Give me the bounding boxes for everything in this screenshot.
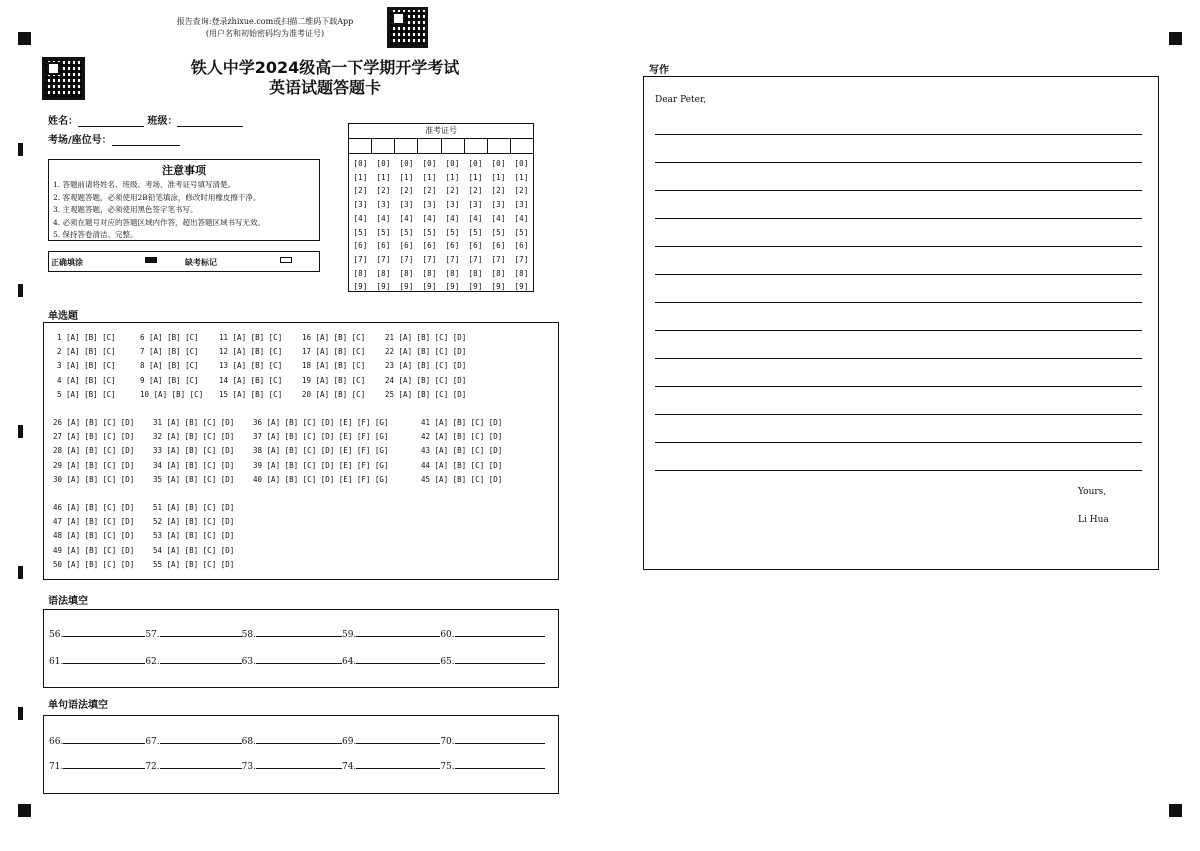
class-label: 班级： <box>147 116 178 127</box>
exam-id-digit-bubble[interactable]: [1] <box>422 172 437 182</box>
choice-question[interactable]: 16 [A] [B] [C] <box>302 333 366 342</box>
fill-blank[interactable] <box>49 627 145 640</box>
writing-line[interactable] <box>655 442 1142 443</box>
blank-number: 65. <box>440 657 455 667</box>
corner-mark-bottom-right <box>1169 804 1182 817</box>
exam-id-digit-column <box>510 157 533 294</box>
sentence-grammar-box <box>43 715 559 794</box>
exam-id-digit-bubble[interactable]: [8] <box>514 268 529 278</box>
grammar-fill-title: 语法填空 <box>48 596 88 607</box>
exam-id-digit-bubble[interactable]: [6] <box>514 241 529 251</box>
exam-id-digit-bubble[interactable]: [8] <box>445 268 460 278</box>
sentence-fill-row <box>49 759 545 772</box>
exam-id-digit-bubble[interactable]: [1] <box>514 172 529 182</box>
choice-question[interactable]: 20 [A] [B] [C] <box>302 389 366 399</box>
fill-blank[interactable] <box>342 759 440 772</box>
single-choice-title: 单选题 <box>48 311 78 322</box>
student-info-row-1 <box>48 112 243 127</box>
choice-question[interactable]: 19 [A] [B] [C] <box>302 375 366 385</box>
writing-line[interactable] <box>655 386 1142 387</box>
exam-id-digit-box[interactable] <box>418 139 441 153</box>
exam-id-digit-bubble[interactable]: [7] <box>399 254 414 264</box>
exam-id-digit-bubble[interactable]: [4] <box>353 213 368 223</box>
sentence-grammar-title: 单句语法填空 <box>48 700 108 711</box>
exam-id-digit-bubble[interactable]: [5] <box>376 227 391 237</box>
writing-line[interactable] <box>655 302 1142 303</box>
correct-fill-label: 正确填涂 <box>51 258 83 267</box>
choice-question[interactable]: 50 [A] [B] [C] [D] <box>53 559 135 569</box>
exam-id-digit-bubble[interactable]: [7] <box>514 254 529 264</box>
blank-line[interactable] <box>160 627 242 637</box>
exam-id-digit-bubble[interactable]: [3] <box>422 200 437 210</box>
choice-question[interactable]: 55 [A] [B] [C] [D] <box>153 559 235 569</box>
exam-id-digit-bubble[interactable]: [9] <box>399 282 414 292</box>
choice-question[interactable]: 14 [A] [B] [C] <box>219 375 283 385</box>
blank-line[interactable] <box>63 759 145 769</box>
exam-id-digit-bubble[interactable]: [8] <box>376 268 391 278</box>
choice-question[interactable]: 48 [A] [B] [C] [D] <box>53 531 135 541</box>
blank-number: 58. <box>241 630 256 640</box>
blank-number: 63. <box>241 657 256 667</box>
choice-question[interactable]: 41 [A] [B] [C] [D] <box>421 418 503 427</box>
blank-number: 70. <box>440 737 455 747</box>
writing-title: 写作 <box>649 65 669 76</box>
blank-number: 74. <box>341 762 357 772</box>
exam-id-digit-bubble[interactable]: [2] <box>445 186 460 196</box>
exam-id-digit-bubble[interactable]: [0] <box>422 159 437 168</box>
exam-id-digit-bubble[interactable]: [4] <box>491 213 506 223</box>
exam-id-digit-box[interactable] <box>372 139 395 153</box>
exam-id-digit-bubble[interactable]: [2] <box>514 186 529 196</box>
blank-line[interactable] <box>63 734 145 744</box>
timing-mark <box>18 566 23 579</box>
room-seat-label: 考场/座位号： <box>48 135 112 146</box>
exam-id-digit-box[interactable] <box>488 139 511 153</box>
blank-number: 75. <box>440 762 455 772</box>
choice-question[interactable]: 18 [A] [B] [C] <box>302 361 366 371</box>
blank-line[interactable] <box>256 654 342 664</box>
blank-line[interactable] <box>455 734 545 744</box>
exam-id-digit-bubble[interactable]: [7] <box>445 254 460 264</box>
report-query-text <box>150 16 380 40</box>
fill-blank[interactable] <box>49 654 145 667</box>
choice-question[interactable]: 37 [A] [B] [C] [D] [E] [F] [G] <box>253 432 389 442</box>
exam-id-digit-column <box>441 157 464 294</box>
sentence-fill-row <box>49 734 545 747</box>
exam-id-digit-bubble[interactable]: [0] <box>468 159 483 168</box>
exam-id-grid <box>348 123 534 292</box>
fill-blank[interactable] <box>440 759 544 772</box>
choice-question[interactable]: 6 [A] [B] [C] <box>140 333 199 342</box>
notes-box <box>48 159 320 241</box>
choice-question[interactable]: 42 [A] [B] [C] [D] <box>421 432 503 442</box>
exam-id-digit-bubble[interactable]: [2] <box>422 186 437 196</box>
exam-id-digit-bubble[interactable]: [5] <box>422 227 437 237</box>
writing-line[interactable] <box>655 414 1142 415</box>
choice-question[interactable]: 10 [A] [B] [C] <box>140 389 204 399</box>
choice-question[interactable]: 34 [A] [B] [C] [D] <box>153 460 235 470</box>
fill-blank[interactable] <box>242 759 342 772</box>
corner-mark-top-right <box>1169 32 1182 45</box>
exam-id-digit-bubble[interactable]: [1] <box>376 172 391 182</box>
blank-number: 72. <box>145 762 160 772</box>
exam-id-digit-bubble[interactable]: [6] <box>376 241 391 251</box>
exam-id-digit-bubble[interactable]: [0] <box>514 159 529 168</box>
choice-question[interactable]: 30 [A] [B] [C] [D] <box>53 474 135 484</box>
exam-id-digit-column <box>418 157 441 294</box>
exam-id-digit-bubble[interactable]: [7] <box>468 254 483 264</box>
exam-id-digit-bubble[interactable]: [5] <box>353 227 368 237</box>
writing-line[interactable] <box>655 358 1142 359</box>
exam-id-digit-bubble[interactable]: [0] <box>376 159 391 168</box>
report-line-2: (用户名和初始密码均为准考证号) <box>205 29 325 38</box>
exam-id-digit-bubble[interactable]: [7] <box>353 254 368 264</box>
exam-id-digit-bubble[interactable]: [4] <box>514 213 529 223</box>
exam-id-digit-bubble[interactable]: [2] <box>376 186 391 196</box>
fill-blank[interactable] <box>342 627 440 640</box>
exam-id-digit-bubble[interactable]: [6] <box>468 241 483 251</box>
exam-id-digit-bubble[interactable]: [4] <box>399 213 414 223</box>
exam-id-digit-bubble[interactable]: [7] <box>376 254 391 264</box>
exam-id-digit-bubble[interactable]: [4] <box>422 213 437 223</box>
exam-id-digit-bubble[interactable]: [9] <box>422 282 437 292</box>
exam-id-digit-bubble[interactable]: [5] <box>491 227 506 237</box>
blank-number: 69. <box>341 737 357 747</box>
choice-question[interactable]: 7 [A] [B] [C] <box>140 347 199 357</box>
choice-question[interactable]: 31 [A] [B] [C] [D] <box>153 418 235 427</box>
exam-id-digit-bubble[interactable]: [1] <box>399 172 414 182</box>
choice-question[interactable]: 23 [A] [B] [C] [D] <box>385 361 467 371</box>
app-qr-code <box>387 7 428 48</box>
note-item: 5. 保持答卷清洁、完整。 <box>53 230 138 239</box>
exam-id-digit-bubble[interactable]: [3] <box>445 200 460 210</box>
corner-mark-top-left <box>18 32 31 45</box>
blank-line[interactable] <box>356 627 440 637</box>
blank-number: 57. <box>145 630 160 640</box>
blank-line[interactable] <box>256 759 342 769</box>
exam-id-digit-bubble[interactable]: [3] <box>491 200 506 210</box>
exam-id-digit-bubble[interactable]: [1] <box>353 172 368 182</box>
exam-id-digit-bubble[interactable]: [4] <box>445 213 460 223</box>
writing-line[interactable] <box>655 162 1142 163</box>
exam-id-digit-bubble[interactable]: [0] <box>491 159 506 168</box>
blank-line[interactable] <box>160 734 242 744</box>
blank-number: 71. <box>49 762 64 772</box>
choice-question[interactable]: 45 [A] [B] [C] [D] <box>421 474 503 484</box>
blank-number: 66. <box>49 737 64 747</box>
writing-line[interactable] <box>655 330 1142 331</box>
exam-id-digit-bubble[interactable]: [8] <box>422 268 437 278</box>
choice-question[interactable]: 46 [A] [B] [C] [D] <box>53 503 135 512</box>
choice-question[interactable]: 36 [A] [B] [C] [D] [E] [F] [G] <box>253 418 389 427</box>
writing-line[interactable] <box>655 218 1142 219</box>
fill-blank[interactable] <box>440 654 544 667</box>
blank-number: 56. <box>49 630 64 640</box>
exam-id-digit-bubble[interactable]: [8] <box>468 268 483 278</box>
exam-id-digit-bubble[interactable]: [9] <box>514 282 529 292</box>
fill-blank[interactable] <box>342 654 440 667</box>
blank-line[interactable] <box>356 734 440 744</box>
choice-question[interactable]: 35 [A] [B] [C] [D] <box>153 474 235 484</box>
exam-id-digit-bubble[interactable]: [4] <box>376 213 391 223</box>
timing-mark <box>18 707 23 720</box>
choice-question[interactable]: 3 [A] [B] [C] <box>57 361 116 371</box>
exam-id-digit-bubble[interactable]: [0] <box>353 159 368 168</box>
exam-id-digit-box[interactable] <box>511 139 533 153</box>
name-field[interactable] <box>78 116 144 127</box>
choice-question[interactable]: 17 [A] [B] [C] <box>302 347 366 357</box>
single-choice-box <box>43 322 559 580</box>
exam-id-digit-bubble[interactable]: [0] <box>399 159 414 168</box>
fill-blank[interactable] <box>242 654 342 667</box>
fill-blank[interactable] <box>49 734 145 747</box>
fill-blank[interactable] <box>145 734 241 747</box>
grammar-fill-row <box>49 627 545 640</box>
choice-question[interactable]: 28 [A] [B] [C] [D] <box>53 446 135 456</box>
choice-question[interactable]: 2 [A] [B] [C] <box>57 347 116 357</box>
blank-number: 73. <box>241 762 256 772</box>
class-field[interactable] <box>177 116 243 127</box>
exam-id-digit-column <box>395 157 418 294</box>
blank-line[interactable] <box>356 654 440 664</box>
choice-question[interactable]: 5 [A] [B] [C] <box>57 389 116 399</box>
exam-id-digit-bubble[interactable]: [3] <box>399 200 414 210</box>
fill-blank[interactable] <box>440 627 544 640</box>
notes-heading: 注意事项 <box>162 164 206 177</box>
fill-blank[interactable] <box>342 734 440 747</box>
choice-question[interactable]: 27 [A] [B] [C] [D] <box>53 432 135 442</box>
choice-question[interactable]: 40 [A] [B] [C] [D] [E] [F] [G] <box>253 474 389 484</box>
timing-mark <box>18 425 23 438</box>
exam-id-digit-bubble[interactable]: [5] <box>399 227 414 237</box>
exam-id-digit-bubble[interactable]: [2] <box>399 186 414 196</box>
note-item: 2. 客观题答题，必须使用2B铅笔填涂，修改时用橡皮擦干净。 <box>53 192 261 202</box>
writing-closing: Yours, <box>1078 487 1107 497</box>
blank-line[interactable] <box>160 759 242 769</box>
blank-line[interactable] <box>256 627 342 637</box>
blank-line[interactable] <box>455 759 545 769</box>
title-line-2: 英语试题答题卡 <box>268 78 381 97</box>
choice-question[interactable]: 13 [A] [B] [C] <box>219 361 283 371</box>
exam-id-digit-bubble[interactable]: [1] <box>491 172 506 182</box>
exam-id-digit-bubble[interactable]: [3] <box>514 200 529 210</box>
choice-question[interactable]: 8 [A] [B] [C] <box>140 361 199 371</box>
blank-line[interactable] <box>63 654 145 664</box>
exam-id-digit-bubble[interactable]: [7] <box>422 254 437 264</box>
student-info-row-2 <box>48 131 180 146</box>
exam-id-digit-bubble[interactable]: [1] <box>468 172 483 182</box>
writing-line[interactable] <box>655 190 1142 191</box>
exam-id-heading: 准考证号 <box>349 124 533 139</box>
exam-id-digit-bubble[interactable]: [5] <box>514 227 529 237</box>
corner-mark-bottom-left <box>18 804 31 817</box>
choice-question[interactable]: 15 [A] [B] [C] <box>219 389 283 399</box>
blank-line[interactable] <box>256 734 342 744</box>
exam-id-digit-column <box>464 157 487 294</box>
choice-question[interactable]: 11 [A] [B] [C] <box>219 333 283 342</box>
exam-id-digit-column <box>372 157 395 294</box>
blank-line[interactable] <box>63 627 145 637</box>
exam-id-digit-bubble[interactable]: [9] <box>445 282 460 292</box>
choice-question[interactable]: 33 [A] [B] [C] [D] <box>153 446 235 456</box>
exam-id-digit-box[interactable] <box>349 139 372 153</box>
exam-id-digit-bubble[interactable]: [8] <box>353 268 368 278</box>
exam-id-digit-bubble[interactable]: [6] <box>422 241 437 251</box>
choice-question[interactable]: 47 [A] [B] [C] [D] <box>53 517 135 527</box>
choice-question[interactable]: 21 [A] [B] [C] [D] <box>385 333 467 342</box>
absent-mark-label: 缺考标记 <box>185 258 217 267</box>
exam-id-digit-bubble[interactable]: [1] <box>445 172 460 182</box>
blank-number: 62. <box>145 657 160 667</box>
writing-signature: Li Hua <box>1078 515 1109 525</box>
exam-id-digit-box[interactable] <box>442 139 465 153</box>
exam-id-digit-bubble[interactable]: [2] <box>353 186 368 196</box>
choice-question[interactable]: 51 [A] [B] [C] [D] <box>153 503 235 512</box>
exam-id-digit-bubble[interactable]: [9] <box>468 282 483 292</box>
exam-id-digit-box[interactable] <box>395 139 418 153</box>
writing-line[interactable] <box>655 134 1142 135</box>
writing-greeting: Dear Peter, <box>655 95 707 105</box>
title-line-1: 铁人中学2024级高一下学期开学考试 <box>190 58 460 77</box>
exam-id-digit-bubble[interactable]: [2] <box>468 186 483 196</box>
note-item: 3. 主观题答题，必须使用黑色签字笔书写。 <box>53 205 198 214</box>
report-line-1: 报告查询:登录zhixue.com或扫描二维码下载App <box>176 17 354 26</box>
exam-id-digit-bubble[interactable]: [9] <box>353 282 368 292</box>
exam-id-digit-box[interactable] <box>465 139 488 153</box>
choice-question[interactable]: 54 [A] [B] [C] [D] <box>153 545 235 555</box>
blank-line[interactable] <box>455 654 545 664</box>
timing-mark <box>18 284 23 297</box>
choice-question[interactable]: 52 [A] [B] [C] [D] <box>153 517 235 527</box>
exam-id-digit-bubble[interactable]: [5] <box>468 227 483 237</box>
choice-question[interactable]: 43 [A] [B] [C] [D] <box>421 446 503 456</box>
note-item: 1. 答题前请将姓名、班级、考场、准考证号填写清楚。 <box>53 180 236 189</box>
timing-mark <box>18 143 23 156</box>
exam-id-digit-column <box>487 157 510 294</box>
choice-question[interactable]: 39 [A] [B] [C] [D] [E] [F] [G] <box>253 460 389 470</box>
choice-question[interactable]: 22 [A] [B] [C] [D] <box>385 347 467 357</box>
student-qr-code <box>42 57 85 100</box>
choice-question[interactable]: 4 [A] [B] [C] <box>57 375 116 385</box>
fill-blank[interactable] <box>242 627 342 640</box>
blank-number: 59. <box>341 630 357 640</box>
choice-question[interactable]: 32 [A] [B] [C] [D] <box>153 432 235 442</box>
choice-question[interactable]: 29 [A] [B] [C] [D] <box>53 460 135 470</box>
choice-question[interactable]: 49 [A] [B] [C] [D] <box>53 545 135 555</box>
choice-question[interactable]: 1 [A] [B] [C] <box>57 333 116 342</box>
fill-blank[interactable] <box>145 654 241 667</box>
note-item: 4. 必须在题号对应的答题区域内作答，超出答题区域书写无效。 <box>53 217 266 227</box>
exam-id-digit-bubble[interactable]: [0] <box>445 159 460 168</box>
exam-id-digit-bubble[interactable]: [6] <box>491 241 506 251</box>
exam-id-digit-bubble[interactable]: [4] <box>468 213 483 223</box>
blank-line[interactable] <box>160 654 242 664</box>
exam-id-digit-bubble[interactable]: [3] <box>468 200 483 210</box>
blank-number: 64. <box>341 657 357 667</box>
choice-question[interactable]: 25 [A] [B] [C] [D] <box>385 389 467 399</box>
blank-number: 68. <box>241 737 256 747</box>
exam-id-digit-bubble[interactable]: [9] <box>376 282 391 292</box>
grammar-fill-box <box>43 609 559 688</box>
exam-id-digit-bubble[interactable]: [3] <box>376 200 391 210</box>
exam-id-digit-column <box>349 157 372 294</box>
choice-question[interactable]: 38 [A] [B] [C] [D] [E] [F] [G] <box>253 446 389 456</box>
choice-question[interactable]: 44 [A] [B] [C] [D] <box>421 460 503 470</box>
name-label: 姓名： <box>48 116 78 127</box>
correct-fill-sample <box>145 257 157 263</box>
page-title <box>175 58 475 98</box>
fill-blank[interactable] <box>242 734 342 747</box>
exam-id-digit-bubble[interactable]: [6] <box>353 241 368 251</box>
exam-id-digit-bubble[interactable]: [3] <box>353 200 368 210</box>
blank-line[interactable] <box>455 627 545 637</box>
exam-id-digit-bubble[interactable]: [5] <box>445 227 460 237</box>
fill-legend-box <box>48 251 320 272</box>
absent-mark-box[interactable] <box>280 257 292 263</box>
blank-number: 61. <box>49 657 64 667</box>
writing-line[interactable] <box>655 274 1142 275</box>
exam-id-digit-bubble[interactable]: [8] <box>399 268 414 278</box>
choice-question[interactable]: 26 [A] [B] [C] [D] <box>53 418 135 427</box>
exam-id-write-row <box>349 139 533 154</box>
fill-blank[interactable] <box>49 759 145 772</box>
exam-id-bubbles <box>349 154 533 294</box>
room-seat-field[interactable] <box>112 135 180 146</box>
exam-id-digit-bubble[interactable]: [7] <box>491 254 506 264</box>
exam-id-digit-bubble[interactable]: [8] <box>491 268 506 278</box>
fill-blank[interactable] <box>145 759 241 772</box>
choice-question[interactable]: 53 [A] [B] [C] [D] <box>153 531 235 541</box>
exam-id-digit-bubble[interactable]: [6] <box>445 241 460 251</box>
exam-id-digit-bubble[interactable]: [9] <box>491 282 506 292</box>
choice-question[interactable]: 24 [A] [B] [C] [D] <box>385 375 467 385</box>
exam-id-digit-bubble[interactable]: [6] <box>399 241 414 251</box>
fill-blank[interactable] <box>145 627 241 640</box>
choice-question[interactable]: 9 [A] [B] [C] <box>140 375 199 385</box>
fill-blank[interactable] <box>440 734 544 747</box>
choice-question[interactable]: 12 [A] [B] [C] <box>219 347 283 357</box>
blank-number: 67. <box>145 737 160 747</box>
grammar-fill-row <box>49 654 545 667</box>
writing-line[interactable] <box>655 470 1142 471</box>
writing-line[interactable] <box>655 246 1142 247</box>
blank-number: 60. <box>440 630 455 640</box>
blank-line[interactable] <box>356 759 440 769</box>
exam-id-digit-bubble[interactable]: [2] <box>491 186 506 196</box>
